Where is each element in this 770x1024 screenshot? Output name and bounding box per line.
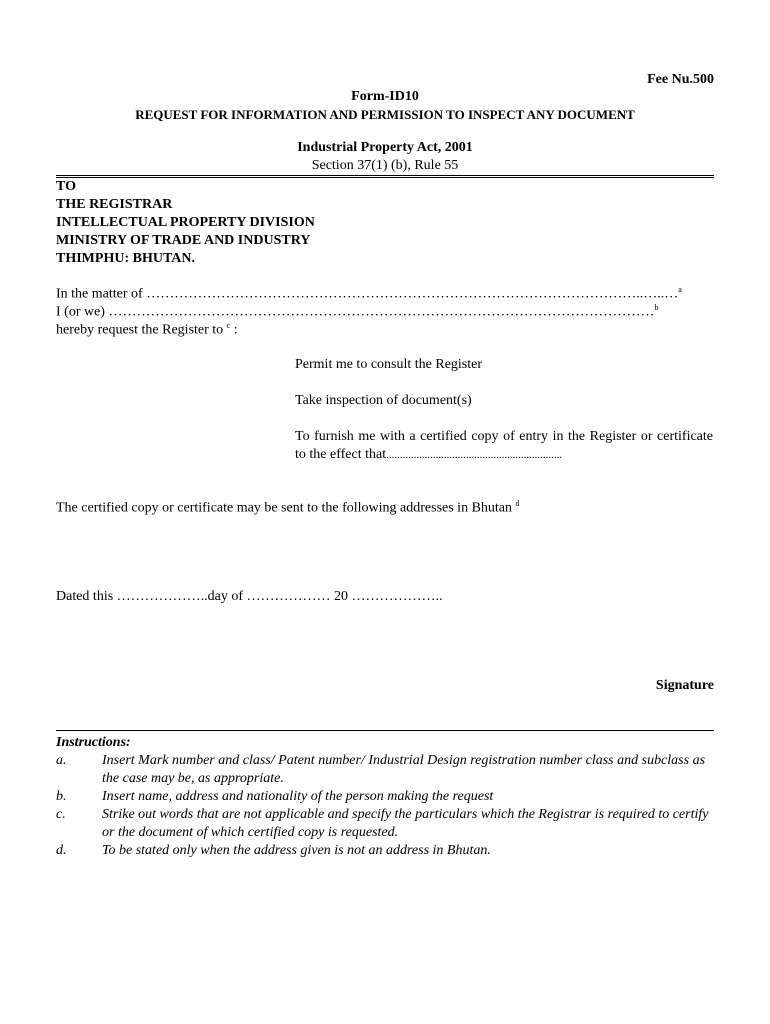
addressee-line: INTELLECTUAL PROPERTY DIVISION — [56, 215, 315, 230]
instruction-text: Insert name, address and nationality of the person making the request — [102, 789, 494, 804]
request-label: hereby request the Register to — [56, 322, 224, 338]
applicant-footnote-ref: b — [654, 303, 659, 312]
request-title: REQUEST FOR INFORMATION AND PERMISSION TO INSPECT ANY DOCUMENT — [135, 107, 635, 122]
applicant-label: I (or we) — [56, 304, 105, 320]
instruction-item — [56, 788, 714, 806]
addressee-line: THIMPHU: BHUTAN. — [56, 251, 195, 266]
request-colon: : — [230, 322, 238, 338]
matter-footnote-ref: a — [678, 285, 682, 294]
addressee-line: TO — [56, 179, 76, 194]
certified-copy-footnote-ref: d — [515, 499, 520, 508]
option-inspect-documents[interactable]: Take inspection of document(s) — [295, 393, 472, 408]
matter-label: In the matter of — [56, 286, 143, 302]
act-title: Industrial Property Act, 2001 — [297, 140, 473, 155]
form-id: Form-ID10 — [351, 89, 419, 104]
applicant-field[interactable]: ……………………………………………………………………………………………………… — [108, 304, 655, 320]
addressee-block — [56, 178, 315, 268]
signature-label: Signature — [655, 678, 714, 693]
certificate-particulars-field[interactable]: ................................................................ — [386, 449, 563, 461]
addressee-line: MINISTRY OF TRADE AND INDUSTRY — [56, 233, 311, 248]
request-footnote-ref: c — [226, 321, 231, 330]
option-consult-register[interactable]: Permit me to consult the Register — [295, 357, 483, 372]
certified-copy-address-line — [56, 499, 714, 517]
instruction-text: Strike out words that are not applicable and specify the particulars which the Registrar is required to certify or the document of which certified copy is requested. — [102, 807, 709, 840]
option-certified-copy[interactable] — [295, 428, 713, 464]
instruction-item — [56, 752, 714, 788]
instruction-item — [56, 806, 714, 842]
section-reference: Section 37(1) (b), Rule 55 — [311, 158, 459, 173]
instruction-letter: a. — [56, 753, 67, 768]
request-line — [56, 321, 714, 339]
instructions-heading: Instructions: — [56, 735, 131, 750]
fee-label: Fee Nu.500 — [647, 72, 714, 87]
addressee-line: THE REGISTRAR — [56, 197, 173, 212]
instruction-text: To be stated only when the address given is not an address in Bhutan. — [102, 843, 491, 858]
instructions-block — [56, 734, 714, 860]
matter-field[interactable]: ……………………………………………………………………………………………..…..… — [146, 286, 679, 302]
instruction-letter: c. — [56, 807, 66, 822]
option-certified-copy-text: To furnish me with a certified copy of entry in the Register or certificate to the effect that — [295, 429, 713, 462]
instruction-text: Insert Mark number and class/ Patent number/ Industrial Design registration number class and subclass as the case may be, as appropriate. — [102, 753, 706, 786]
instruction-item — [56, 842, 714, 860]
dated-line[interactable]: Dated this ………………..day of ……………… 20 ……………….. — [56, 589, 443, 604]
applicant-line — [56, 303, 714, 321]
instruction-letter: d. — [56, 843, 67, 858]
matter-line — [56, 285, 714, 303]
instruction-letter: b. — [56, 789, 67, 804]
certified-copy-text: The certified copy or certificate may be sent to the following addresses in Bhutan — [56, 500, 513, 516]
instructions-divider — [56, 730, 714, 731]
